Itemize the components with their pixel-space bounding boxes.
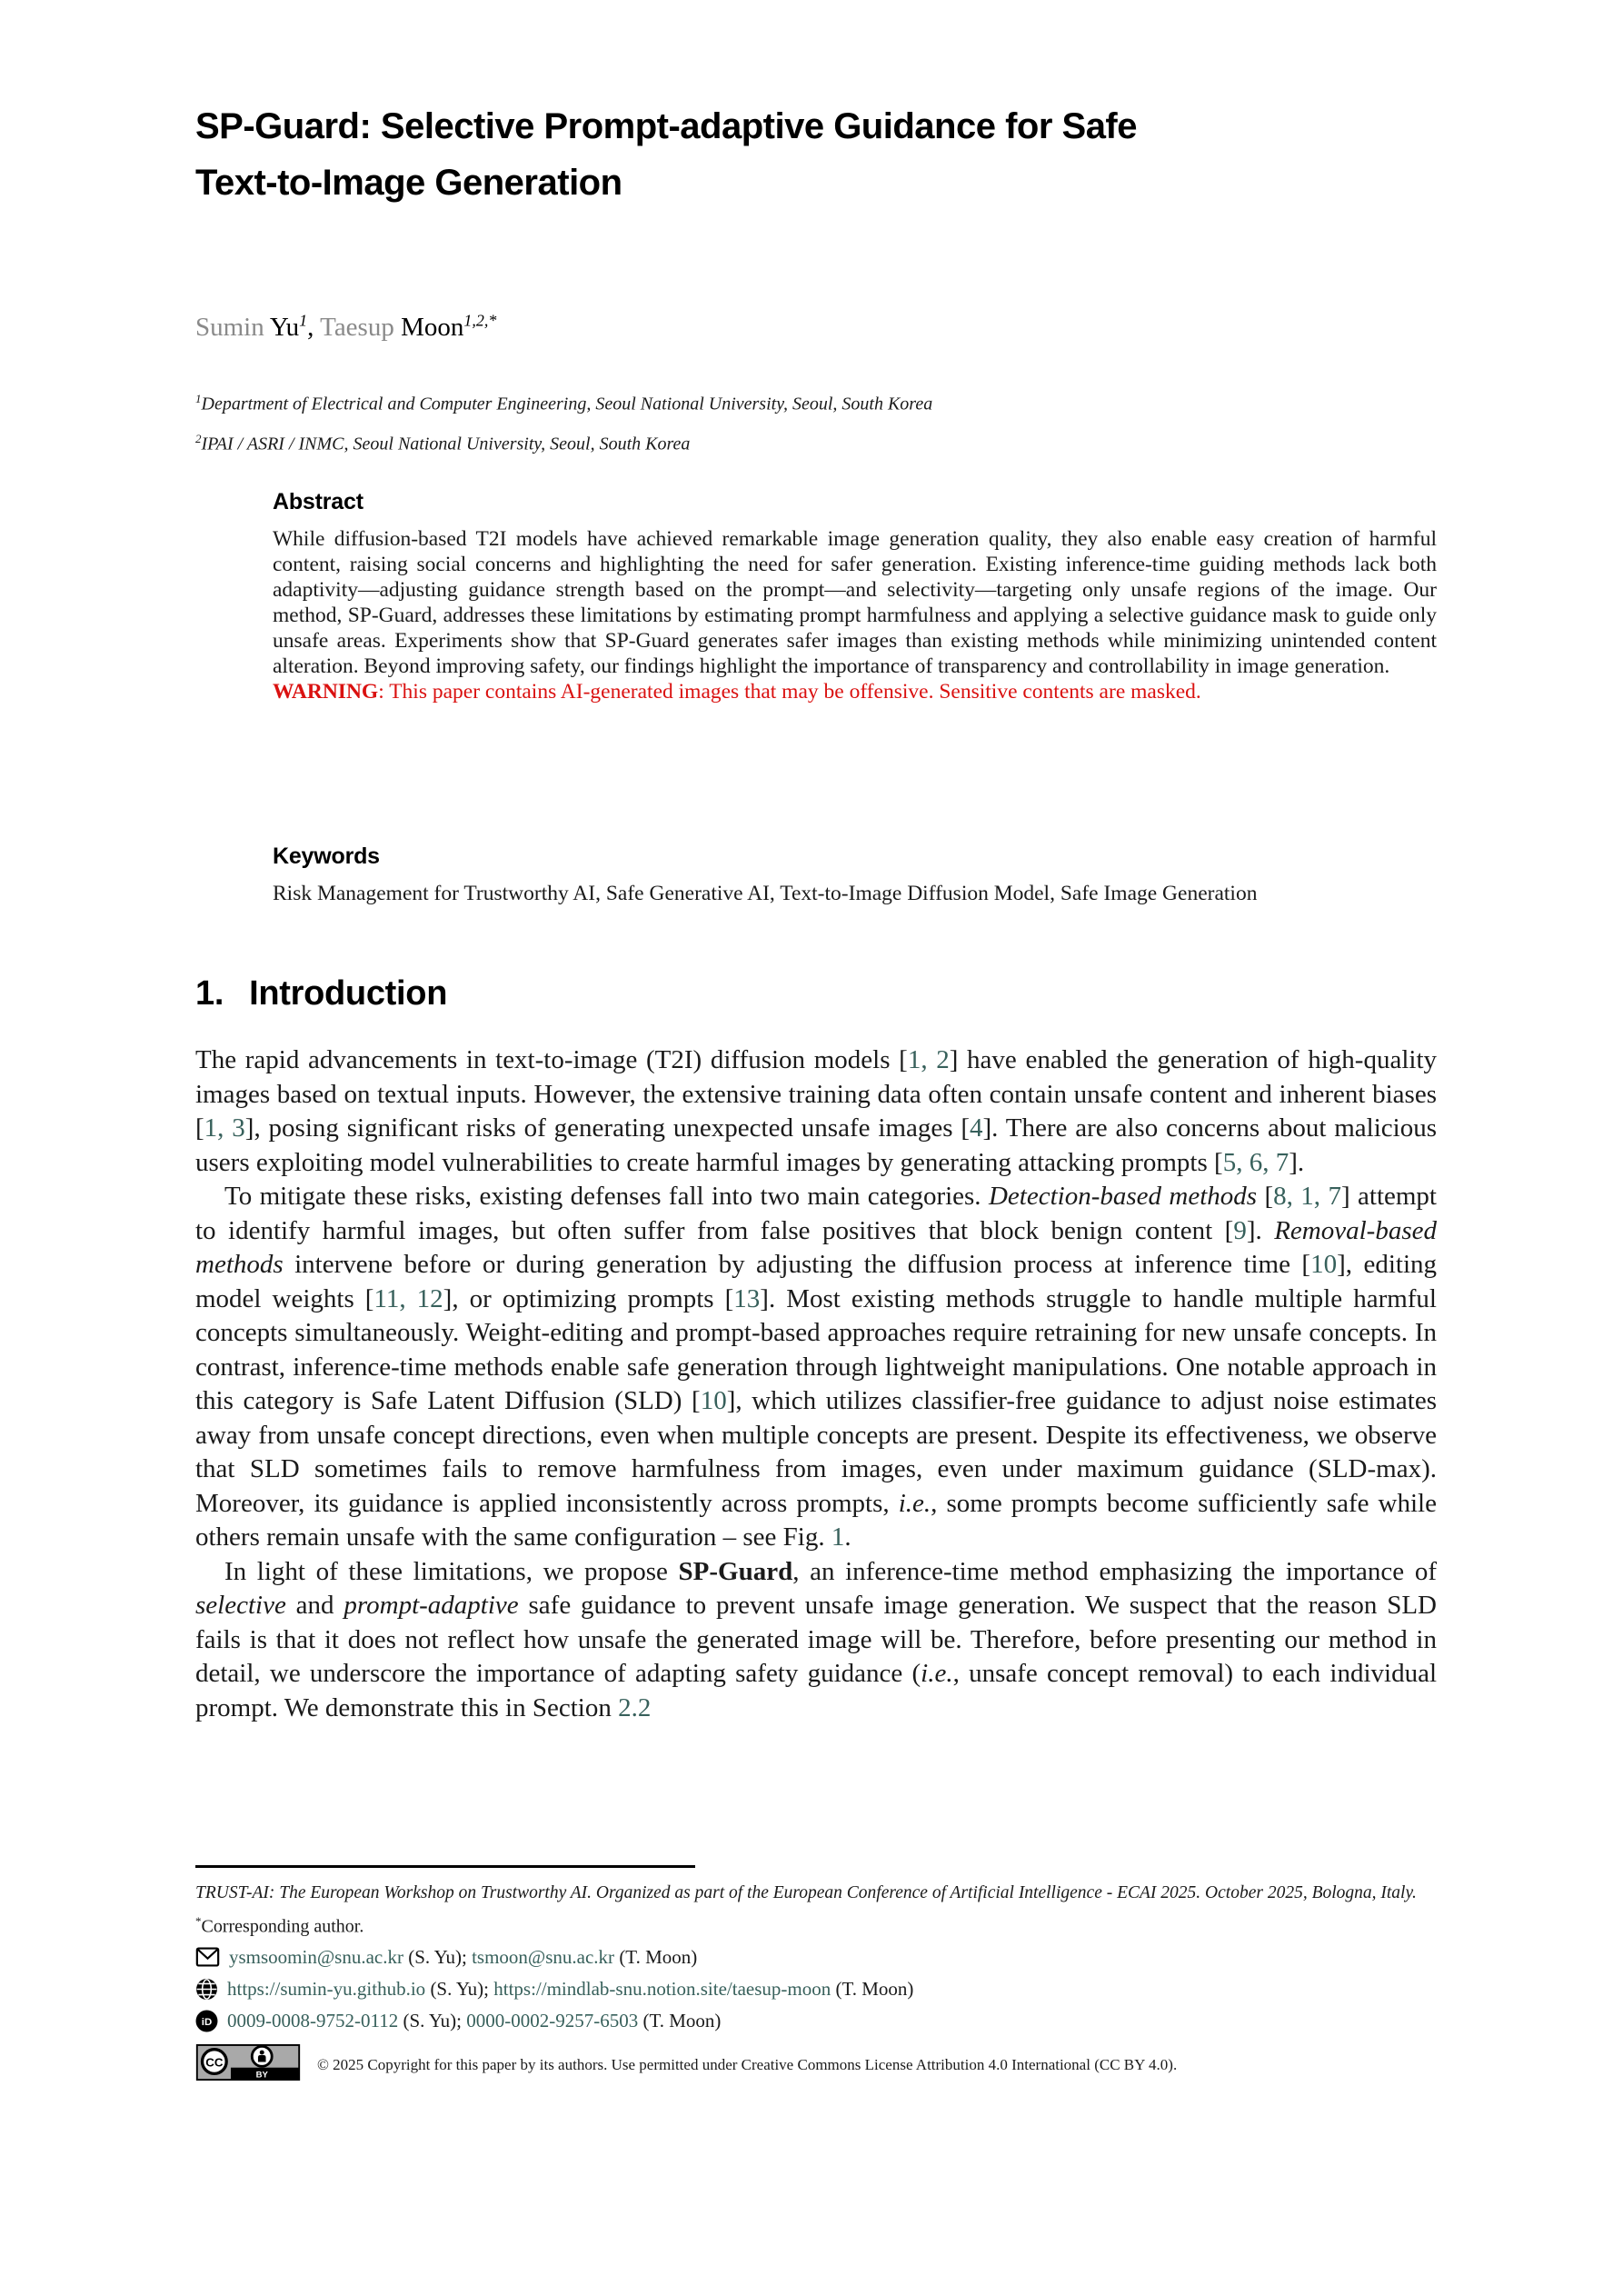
orcid-line xyxy=(195,2005,1437,2037)
text-run: i.e. xyxy=(921,1659,953,1688)
text-run: (T. Moon) xyxy=(831,1977,914,2000)
copyright-row xyxy=(195,2044,1437,2086)
text-run: ]. xyxy=(1246,1215,1275,1245)
keywords-text: Risk Management for Trustworthy AI, Safe Generative AI, Text-to-Image Diffusion Model, Safe Image Generation xyxy=(273,882,1258,905)
citation-link[interactable]: 1, 2 xyxy=(907,1045,950,1074)
text-run: ], posing significant risks of generating unexpected unsafe images [ xyxy=(244,1113,971,1143)
author-separator: , xyxy=(307,312,321,342)
citation-link[interactable]: 9 xyxy=(1233,1215,1247,1245)
orcid-text xyxy=(227,2005,721,2037)
text-run: (T. Moon) xyxy=(614,1945,698,1968)
intro-paragraph-2 xyxy=(195,1180,1437,1555)
copyright-text: © 2025 Copyright for this paper by its authors. Use permitted under Creative Commons License Attribution 4.0 International (CC BY 4.0). xyxy=(317,2055,1178,2073)
text-run: (S. Yu); xyxy=(425,1977,494,2000)
intro-paragraph-3 xyxy=(195,1555,1437,1726)
paper-title xyxy=(195,98,1437,211)
section-number: 1. xyxy=(195,974,224,1013)
author-2-given: Taesup xyxy=(320,312,402,342)
author-1-given: Sumin xyxy=(195,312,270,342)
email-text xyxy=(229,1942,697,1973)
text-run: ]. Most existing methods struggle to handle multiple harmful concepts simultaneously. Weight-editing and prompt-based approaches require retraining for new unsafe concepts. In contrast, inference-time methods enable safe generation through lightweight manipulations. One notable approach in this category is Safe Latent Diffusion (SLD) [ xyxy=(195,1283,1437,1415)
author-2-family: Moon xyxy=(401,312,464,342)
text-run: (T. Moon) xyxy=(638,2009,722,2031)
website-line xyxy=(195,1973,1437,2005)
citation-link[interactable]: 5, 6, 7 xyxy=(1222,1147,1289,1177)
text-run: and xyxy=(285,1591,344,1620)
text-run: intervene before or during generation by adjusting the diffusion process at inference time [ xyxy=(283,1250,1311,1279)
orcid-link[interactable]: 0009-0008-9752-0112 xyxy=(227,2009,399,2031)
svg-text:iD: iD xyxy=(201,2016,213,2028)
website-link[interactable]: https://sumin-yu.github.io xyxy=(227,1977,426,2000)
affiliation-1-mark: 1 xyxy=(195,392,202,405)
email-icon xyxy=(195,1947,220,1967)
corresponding-author-note xyxy=(195,1907,1437,1942)
venue-note: TRUST-AI: The European Workshop on Trustworthy AI. Organized as part of the European Conference of Artificial Intelligence - ECAI 2025. October 2025, Bologna, Italy. xyxy=(195,1883,1417,1902)
globe-icon xyxy=(195,1978,218,2001)
text-run: prompt-adaptive xyxy=(344,1591,519,1620)
text-run: ]. There are also concerns about malicious users exploiting model vulnerabilities to create harmful images by generating attacking prompts [ xyxy=(195,1113,1438,1177)
website-text xyxy=(227,1973,913,2005)
paper-title-line2: Text-to-Image Generation xyxy=(195,163,622,203)
orcid-icon xyxy=(195,2010,218,2032)
text-run: * xyxy=(195,1914,202,1928)
citation-link[interactable]: 10 xyxy=(1310,1250,1338,1279)
abstract-section xyxy=(273,489,1437,704)
text-run: ] have enabled the generation of high-quality images based on textual inputs. However, the extensive training data often contain unsafe content and inherent biases [ xyxy=(195,1045,1438,1143)
text-run: Detection-based methods xyxy=(988,1182,1258,1211)
abstract-text: While diffusion-based T2I models have achieved remarkable image generation quality, they also enable easy creation of harmful content, raising social concerns and highlighting the need for safer generation. Existing inference-time guiding methods lack both adaptivity—adjusting guidance strength based on the prompt—and selectivity—targeting only unsafe regions of the image. Our method, SP-Guard, addresses these limitations by estimating prompt harmfulness and applying a selective guidance mask to guide only unsafe areas. Experiments show that SP-Guard generates safer images than existing methods while minimizing unintended content alteration. Beyond improving safety, our findings highlight the importance of transparency and controllability in image generation. xyxy=(273,527,1437,678)
paper-title-line1: SP-Guard: Selective Prompt-adaptive Guidance for Safe xyxy=(195,106,1137,146)
text-run: ] attempt to identify harmful images, but often suffer from false positives that block benign content [ xyxy=(195,1182,1437,1245)
affiliation-1-text: Department of Electrical and Computer Engineering, Seoul National University, Seoul, South Korea xyxy=(201,394,933,414)
text-run: [ xyxy=(1257,1182,1274,1211)
citation-link[interactable]: 4 xyxy=(970,1113,983,1143)
citation-link[interactable]: 10 xyxy=(700,1386,727,1415)
warning-label: WARNING xyxy=(273,680,379,704)
svg-text:CC: CC xyxy=(205,2054,224,2069)
affiliation-1 xyxy=(195,382,1437,422)
orcid-link[interactable]: 0000-0002-9257-6503 xyxy=(466,2009,639,2031)
affiliation-2-text: IPAI / ASRI / INMC, Seoul National University, Seoul, South Korea xyxy=(201,434,691,454)
abstract-heading: Abstract xyxy=(273,489,363,514)
citation-link[interactable]: 8, 1, 7 xyxy=(1273,1182,1341,1211)
keywords-heading: Keywords xyxy=(273,844,380,869)
affiliation-2-mark: 2 xyxy=(195,431,202,445)
text-run: ]. xyxy=(1289,1147,1305,1177)
warning-text: : This paper contains AI-generated images that may be offensive. Sensitive contents are masked. xyxy=(378,680,1201,704)
author-list xyxy=(195,311,1437,343)
text-run: In light of these limitations, we propose xyxy=(224,1556,679,1586)
section-link[interactable]: 2.2 xyxy=(618,1692,652,1722)
keywords-section xyxy=(273,844,1437,906)
footnote-rule xyxy=(195,1865,695,1868)
text-run: selective xyxy=(195,1591,286,1620)
text-run: , unsafe concept removal) to each individual prompt. We demonstrate this in Section xyxy=(195,1659,1437,1722)
author-1-superscript: 1 xyxy=(299,311,308,329)
author-1 xyxy=(195,313,320,342)
cc-by-badge xyxy=(195,2044,301,2086)
text-run: ], editing model weights [ xyxy=(195,1250,1438,1313)
citation-link[interactable]: 1, 3 xyxy=(204,1113,245,1143)
citation-link[interactable]: 13 xyxy=(733,1283,761,1313)
text-run: , an inference-time method emphasizing the importance of xyxy=(792,1556,1437,1586)
text-run: (S. Yu); xyxy=(403,1945,473,1968)
text-run: ], which utilizes classifier-free guidance to adjust noise estimates away from unsafe concept directions, even when multiple concepts are present. Despite its effectiveness, we observe that SLD sometimes fails to remove harmfulness from images, even under maximum guidance (SLD-max). Moreover, its guidance is applied inconsistently across prompts, xyxy=(195,1386,1437,1518)
author-1-family: Yu xyxy=(269,312,300,342)
affiliation-list xyxy=(195,382,1437,461)
citation-link[interactable]: 11, 12 xyxy=(373,1283,443,1313)
text-run: Corresponding author. xyxy=(201,1916,364,1937)
website-link[interactable]: https://mindlab-snu.notion.site/taesup-moon xyxy=(493,1977,831,2000)
svg-text:BY: BY xyxy=(255,2070,268,2081)
email-link[interactable]: ysmsoomin@snu.ac.kr xyxy=(229,1945,403,1968)
text-run: To mitigate these risks, existing defenses fall into two main categories. xyxy=(224,1182,989,1211)
intro-paragraph-1 xyxy=(195,1043,1437,1180)
text-run: safe guidance to prevent unsafe image generation. We suspect that the reason SLD fails is that it does not reflect how unsafe the generated image will be. Therefore, before presenting our method in detail, we underscore the importance of adapting safety guidance ( xyxy=(195,1591,1437,1688)
author-2-superscript: 1,2,* xyxy=(463,311,497,329)
author-2 xyxy=(320,313,496,342)
footnote-block xyxy=(195,1865,1437,2086)
section-heading-introduction xyxy=(195,974,1437,1013)
affiliation-2 xyxy=(195,422,1437,462)
text-run: i.e. xyxy=(898,1488,931,1518)
text-run: (S. Yu); xyxy=(398,2009,467,2031)
text-run: ], or optimizing prompts [ xyxy=(443,1283,734,1313)
text-run: Removal-based methods xyxy=(195,1215,1437,1279)
email-line xyxy=(195,1942,1437,1973)
text-run: SP-Guard xyxy=(678,1556,793,1586)
text-run: , some prompts become sufficiently safe while others remain unsafe with the same configuration – see Fig. xyxy=(195,1488,1437,1552)
text-run: . xyxy=(844,1522,851,1552)
content-warning xyxy=(273,679,1437,704)
figure-link[interactable]: 1 xyxy=(831,1522,845,1552)
text-run: The rapid advancements in text-to-image (T2I) diffusion models [ xyxy=(195,1045,908,1074)
section-title: Introduction xyxy=(249,974,448,1013)
introduction-body xyxy=(195,1043,1437,1725)
email-link[interactable]: tsmoon@snu.ac.kr xyxy=(472,1945,615,1968)
